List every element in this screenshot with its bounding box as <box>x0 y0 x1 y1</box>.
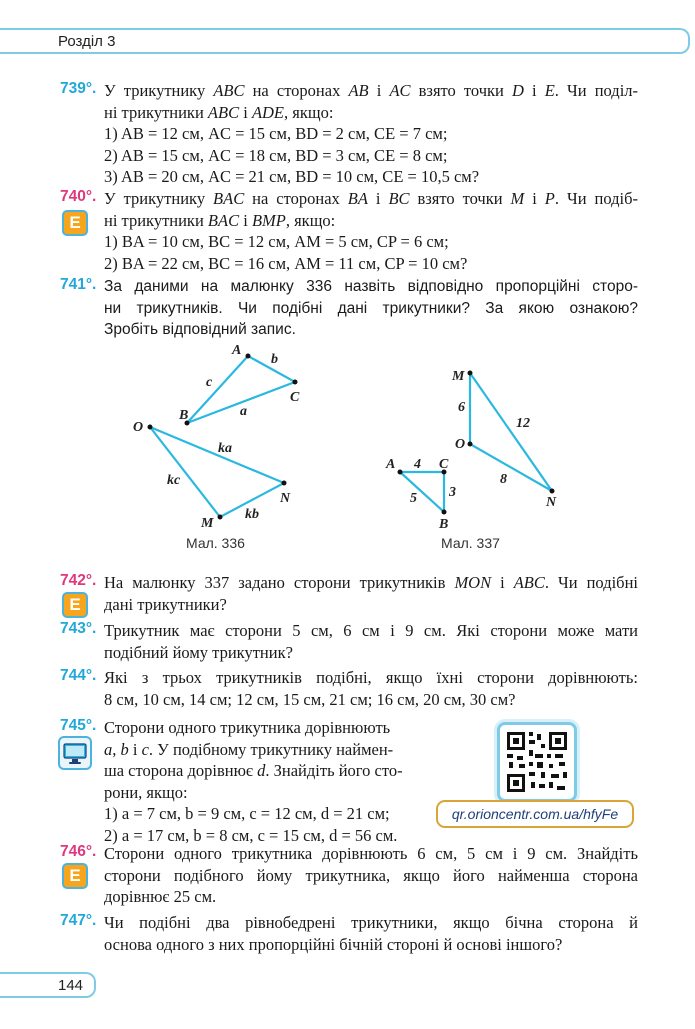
figure-336 <box>150 356 295 517</box>
problem-number: 745°. <box>60 717 97 734</box>
case-1: 1) AB = 12 см, AC = 15 см, BD = 2 см, CE = 7 см; <box>104 124 448 143</box>
problem-text-line: У трикутнику BAC на сторонах BA і BC взято точки M і P. Чи подіб- <box>104 189 638 208</box>
case-2: 2) AB = 15 см, AC = 18 см, BD = 3 см, CE = 8 см; <box>104 145 448 165</box>
label-6: 6 <box>458 400 465 415</box>
problem-text-line: Зробіть відповідний запис. <box>104 321 296 338</box>
problem-742 <box>60 572 638 615</box>
figure-336-caption: Мал. 336 <box>186 535 245 551</box>
label-kc: kc <box>167 473 181 488</box>
computer-icon <box>58 736 92 770</box>
triangle-abc-337 <box>400 472 444 512</box>
label-5: 5 <box>410 491 417 506</box>
figure-337-points <box>398 371 555 515</box>
case-2: 2) BA = 22 см, BC = 16 см, AM = 11 см, CP = 10 см? <box>104 253 468 273</box>
problem-745 <box>60 717 440 846</box>
label-M: M <box>201 516 214 531</box>
label-A: A <box>386 457 396 472</box>
problem-text-line: подібний йому трикутник? <box>104 642 293 662</box>
label-B: B <box>439 517 449 532</box>
problem-number: 742°. <box>60 572 97 589</box>
label-c: c <box>206 375 213 390</box>
label-C: C <box>439 457 449 472</box>
problem-text-line: Сторони одного трикутника дорівнюють 6 см, 5 см і 9 см. Знайдіть <box>104 844 638 863</box>
page-number-tab <box>0 972 96 998</box>
problem-number: 746°. <box>60 843 97 860</box>
problem-text-line: Трикутник має сторони 5 см, 6 см і 9 см. Які сторони може мати <box>104 621 638 640</box>
triangle-omn <box>150 427 284 517</box>
problem-text-line: ні трикутники BAC і BMP, якщо: <box>104 210 336 230</box>
problem-text-line: У трикутнику ABC на сторонах AB і AC взято точки D і E. Чи поділ- <box>104 81 639 100</box>
e-learning-icon: E <box>62 863 88 889</box>
problem-text-line: дані трикутники? <box>104 594 227 614</box>
label-kb: kb <box>245 507 259 522</box>
label-N: N <box>546 495 557 510</box>
problem-text-line: основа одного з них пропорційні бічній стороні й основі іншого? <box>104 934 563 954</box>
problem-743 <box>60 620 638 663</box>
section-title: Розділ 3 <box>58 33 116 50</box>
problem-text-line: 8 см, 10 см, 14 см; 12 см, 15 см, 21 см; 16 см, 20 см, 30 см? <box>104 689 516 709</box>
label-3: 3 <box>449 485 456 500</box>
problem-text-line: ни трикутників. Чи подібні дані трикутники? За якою ознакою? <box>104 299 638 317</box>
label-B: B <box>179 408 189 423</box>
problem-number: 740°. <box>60 188 97 205</box>
page-number: 144 <box>58 977 84 994</box>
label-ka: ka <box>218 441 232 456</box>
problem-744 <box>60 667 638 710</box>
problem-number: 741°. <box>60 276 97 293</box>
case-1: 1) a = 7 см, b = 9 см, c = 12 см, d = 21 см; <box>104 804 390 823</box>
label-4: 4 <box>414 457 421 472</box>
problem-number: 747°. <box>60 912 97 929</box>
e-learning-icon: E <box>62 210 88 236</box>
problem-text-line: ша сторона дорівнює d. Знайдіть його сто- <box>104 761 403 780</box>
problem-text-line: рони, якщо: <box>104 782 188 802</box>
label-O: O <box>133 420 144 435</box>
label-M: M <box>452 369 465 384</box>
problem-text-line: Які з трьох трикутників подібні, якщо їхні сторони дорівнюють: <box>104 668 638 687</box>
label-A: A <box>232 343 242 358</box>
label-12: 12 <box>516 416 530 431</box>
problem-number: 744°. <box>60 667 97 684</box>
problem-text-line: ні трикутники ABC і ADE, якщо: <box>104 102 334 122</box>
label-N: N <box>280 491 291 506</box>
figure-337-caption: Мал. 337 <box>441 535 500 551</box>
problem-text-line: Сторони одного трикутника дорівнюють <box>104 718 391 737</box>
case-2: 2) a = 17 см, b = 8 см, c = 15 см, d = 56 см. <box>104 825 398 845</box>
qr-link[interactable]: qr.orioncentr.com.ua/hfyFe <box>436 800 634 828</box>
label-a: a <box>240 404 247 419</box>
problem-text-line: За даними на малюнку 336 назвіть відповідно пропорційні сторо- <box>104 278 638 295</box>
e-learning-icon: E <box>62 592 88 618</box>
label-b: b <box>271 352 278 367</box>
problem-number: 739°. <box>60 80 97 97</box>
case-1: 1) BA = 10 см, BC = 12 см, AM = 5 см, CP = 6 см; <box>104 232 449 251</box>
label-C: C <box>290 390 300 405</box>
problem-text-line: a, b і c. У подібному трикутнику наймен- <box>104 739 394 759</box>
problem-746 <box>60 843 638 908</box>
figure-337 <box>400 373 552 512</box>
problem-747 <box>60 912 638 955</box>
problem-text-line: сторони подібного йому трикутника, якщо його найменша сторона <box>104 865 638 885</box>
label-O: O <box>455 437 466 452</box>
problem-text-line: Чи подібні два рівнобедрені трикутники, якщо бічна сторона й <box>104 913 638 932</box>
qr-code[interactable] <box>497 722 577 802</box>
label-8: 8 <box>500 472 507 487</box>
triangle-mon <box>470 373 552 491</box>
case-3: 3) AB = 20 см, AC = 21 см, BD = 10 см, CE = 10,5 см? <box>104 167 480 186</box>
problem-text-line: На малюнку 337 задано сторони трикутників MON і ABC. Чи подібні <box>104 573 638 592</box>
problem-number: 743°. <box>60 620 97 637</box>
problem-text-line: дорівнює 25 см. <box>104 887 217 906</box>
